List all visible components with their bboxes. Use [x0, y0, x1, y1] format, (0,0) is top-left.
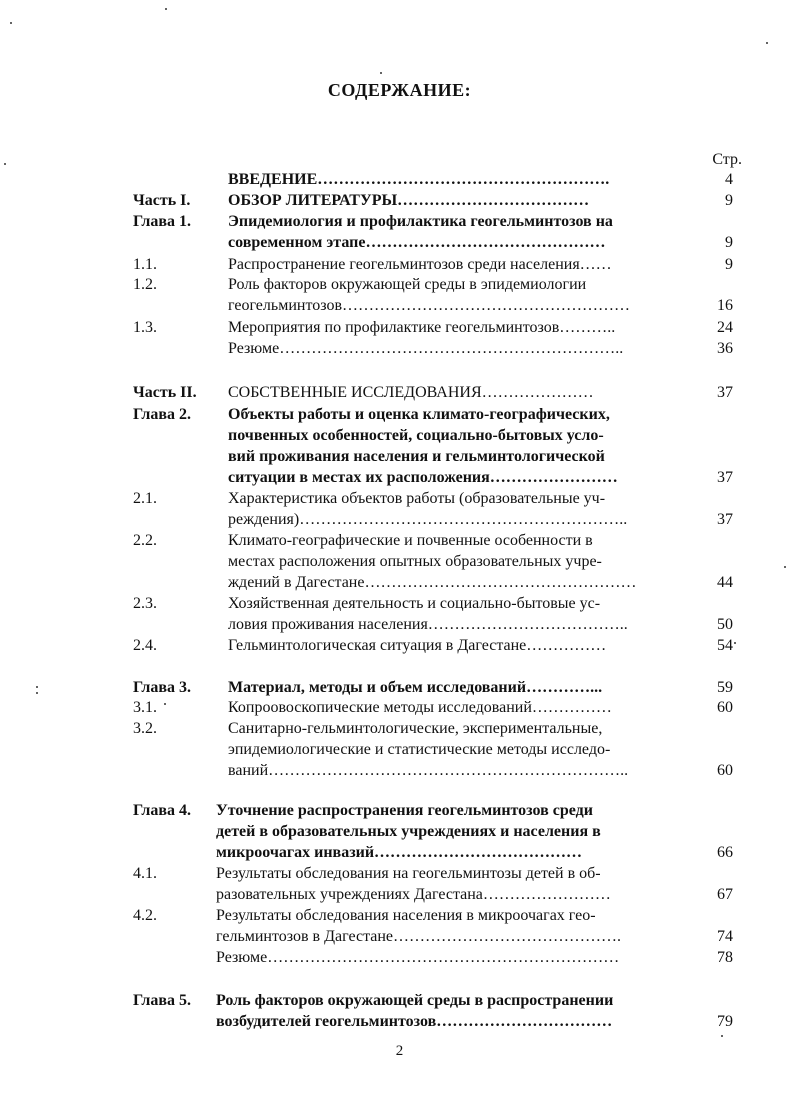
toc-section-number: 1.2. [133, 276, 157, 293]
toc-section-number: 2.4. [133, 637, 157, 654]
toc-page-number: 37 [717, 511, 733, 528]
toc-page-number: 54 [717, 637, 733, 654]
toc-section-number: 2.2. [133, 532, 157, 549]
toc-entry-title: возбудителей геогельминтозов…………………………… [216, 1013, 613, 1030]
toc-entry-title: Результаты обследования на геогельминтозы детей в об- [216, 865, 601, 882]
toc-entry-title: Роль факторов окружающей среды в распространении [216, 992, 614, 1009]
toc-entry-title: Резюме……………………………………………………….. [228, 340, 624, 357]
scan-speck [10, 22, 12, 24]
scan-speck [36, 692, 38, 694]
toc-entry-title: Климато-географические и почвенные особенности в [228, 532, 593, 549]
toc-page-number: 79 [717, 1013, 733, 1030]
toc-section-number: 2.1. [133, 490, 157, 507]
toc-entry-title: Копроовоскопические методы исследований…………… [228, 699, 612, 716]
page-number: 2 [395, 1043, 404, 1059]
scan-speck [164, 703, 166, 705]
toc-page-number: 59 [717, 679, 733, 696]
toc-entry-title: ваний………………………………………………………….. [228, 762, 629, 779]
toc-page-number: 60 [717, 762, 733, 779]
toc-section-number: 4.2. [133, 907, 157, 924]
toc-page-number: 36 [717, 340, 733, 357]
toc-section-number: 4.1. [133, 865, 157, 882]
toc-page-number: 44 [717, 574, 733, 591]
toc-entry-title: современном этапе……………………………………… [228, 234, 606, 251]
toc-entry-title: СОБСТВЕННЫЕ ИССЛЕДОВАНИЯ………………… [228, 384, 594, 401]
toc-entry-title: Результаты обследования населения в микроочагах гео- [216, 907, 596, 924]
toc-page-number: 74 [717, 928, 733, 945]
page-title: СОДЕРЖАНИЕ: [327, 80, 472, 100]
toc-section-number: 2.3. [133, 595, 157, 612]
toc-entry-title: ситуации в местах их расположения…………………… [228, 469, 618, 486]
scan-speck [784, 566, 786, 568]
toc-section-number: Глава 2. [133, 406, 191, 423]
page-column-header: Стр. [712, 151, 742, 168]
toc-section-number: Глава 5. [133, 992, 191, 1009]
scan-speck [4, 163, 6, 165]
toc-entry-title: ловия проживания населения……………………………….. [228, 616, 628, 633]
toc-entry-title: гельминтозов в Дагестане……………………………………. [216, 928, 622, 945]
toc-entry-title: Материал, методы и объем исследований…………... [228, 679, 603, 696]
toc-page-number: 9 [725, 234, 733, 251]
toc-entry-title: Характеристика объектов работы (образовательные уч- [228, 490, 606, 507]
toc-entry-title: Распространение геогельминтозов среди населения…… [228, 256, 612, 273]
toc-section-number: Глава 3. [133, 679, 191, 696]
toc-page-number: 78 [717, 949, 733, 966]
scan-speck [734, 642, 736, 644]
toc-entry-title: эпидемиологические и статистические методы исследо- [228, 741, 611, 758]
scan-speck [766, 42, 768, 44]
toc-page-number: 4 [725, 171, 733, 188]
toc-entry-title: Роль факторов окружающей среды в эпидемиологии [228, 276, 587, 293]
toc-page-number: 37 [717, 469, 733, 486]
toc-section-number: Часть I. [133, 192, 191, 209]
toc-section-number: 3.1. [133, 699, 157, 716]
toc-entry-title: детей в образовательных учреждениях и населения в [216, 823, 601, 840]
toc-entry-title: Уточнение распространения геогельминтозов среди [216, 802, 593, 819]
toc-page-number: 60 [717, 699, 733, 716]
toc-entry-title: ОБЗОР ЛИТЕРАТУРЫ……………………………… [228, 192, 590, 209]
toc-entry-title: почвенных особенностей, социально-бытовых усло- [228, 427, 604, 444]
toc-page-number: 16 [717, 297, 733, 314]
toc-page-number: 50 [717, 616, 733, 633]
toc-entry-title: реждения)…………………………………………………….. [228, 511, 628, 528]
toc-entry-title: ВВЕДЕНИЕ………………………………………………. [228, 171, 610, 188]
toc-entry-title: вий проживания населения и гельминтологической [228, 448, 605, 465]
toc-section-number: Глава 4. [133, 802, 191, 819]
scan-speck [36, 686, 38, 688]
toc-section-number: 3.2. [133, 720, 157, 737]
toc-page-number: 9 [725, 192, 733, 209]
toc-entry-title: Объекты работы и оценка климато-географических, [228, 406, 610, 423]
toc-entry-title: геогельминтозов……………………………………………… [228, 297, 630, 314]
scan-speck [165, 8, 167, 10]
toc-page-number: 67 [717, 886, 733, 903]
toc-section-number: Часть II. [133, 384, 197, 401]
toc-entry-title: Санитарно-гельминтологические, экспериментальные, [228, 720, 603, 737]
toc-entry-title: Резюме………………………………………………………… [216, 949, 620, 966]
toc-entry-title: Хозяйственная деятельность и социально-бытовые ус- [228, 595, 601, 612]
toc-entry-title: Гельминтологическая ситуация в Дагестане…………… [228, 637, 607, 654]
toc-section-number: 1.1. [133, 256, 157, 273]
toc-entry-title: местах расположения опытных образовательных учре- [228, 553, 602, 570]
toc-entry-title: микроочагах инвазий………………………………… [216, 844, 583, 861]
scan-speck [380, 72, 382, 74]
toc-page-number: 37 [717, 384, 733, 401]
toc-page-number: 9 [725, 256, 733, 273]
toc-entry-title: Эпидемиология и профилактика геогельминтозов на [228, 213, 613, 230]
toc-section-number: Глава 1. [133, 213, 191, 230]
toc-entry-title: Мероприятия по профилактике геогельминтозов……….. [228, 319, 616, 336]
toc-entry-title: разовательных учреждениях Дагестана…………………… [216, 886, 611, 903]
toc-page-number: 24 [717, 319, 733, 336]
scan-speck [721, 1035, 723, 1037]
toc-page-number: 66 [717, 844, 733, 861]
toc-section-number: 1.3. [133, 319, 157, 336]
toc-entry-title: ждений в Дагестане…………………………………………… [228, 574, 637, 591]
